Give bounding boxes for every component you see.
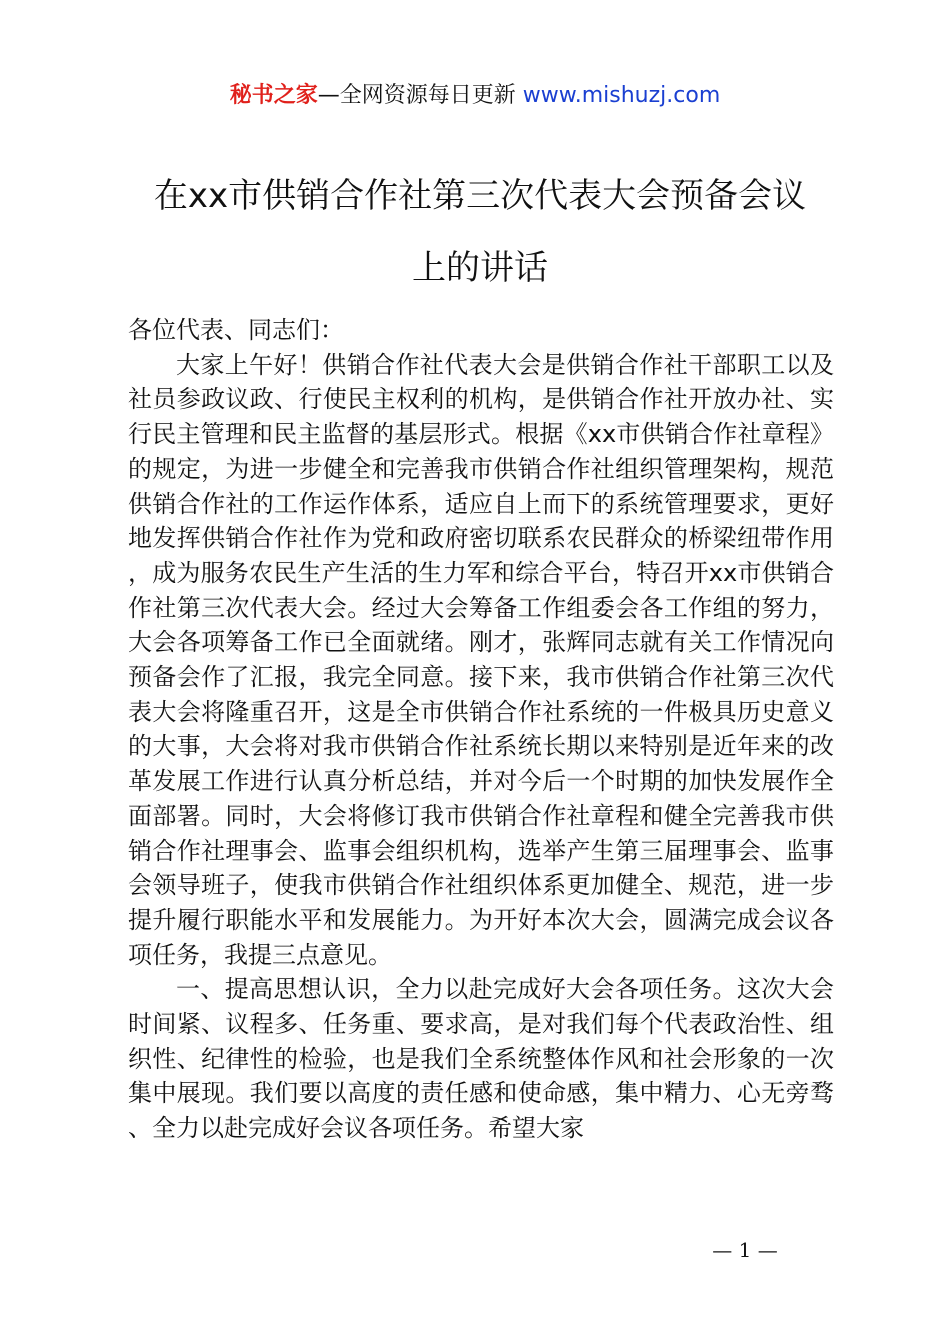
- site-url[interactable]: www.mishuzj.com: [522, 83, 721, 108]
- document-title: [110, 160, 850, 304]
- paragraph-opening: 大家上午好！供销合作社代表大会是供销合作社干部职工以及社员参政议政、行使民主权利的机构，是供销合作社开放办社、实行民主管理和民主监督的基层形式。根据《xx市供销合作社章程》的规定，为进一步健全和完善我市供销合作社组织管理架构，规范供销合作社的工作运作体系，适应自上而下的系统管理要求，更好地发挥供销合作社作为党和政府密切联系农民群众的桥梁纽带作用，成为服务农民生产生活的生力军和综合平台，特召开xx市供销合作社第三次代表大会。经过大会筹备工作组委会各工作组的努力，大会各项筹备工作已全面就绪。刚才，张辉同志就有关工作情况向预备会作了汇报，我完全同意。接下来，我市供销合作社第三次代表大会将隆重召开，这是全市供销合作社系统的一件极具历史意义的大事，大会将对我市供销合作社系统长期以来特别是近年来的改革发展工作进行认真分析总结，并对今后一个时期的加快发展作全面部署。同时，大会将修订我市供销合作社章程和健全完善我市供销合作社理事会、监事会组织机构，选举产生第三届理事会、监事会领导班子，使我市供销合作社组织体系更加健全、规范，进一步提升履行职能水平和发展能力。为开好本次大会，圆满完成会议各项任务，我提三点意见。: [128, 350, 834, 969]
- paragraph-point-one: 一、提高思想认识，全力以赴完成好大会各项任务。这次大会时间紧、议程多、任务重、要求高，是对我们每个代表政治性、组织性、纪律性的检验，也是我们全系统整体作风和社会形象的一次集中展现。我们要以高度的责任感和使命感，集中精力、心无旁骛、全力以赴完成好会议各项任务。希望大家: [128, 975, 834, 1143]
- header-tagline: —全网资源每日更新: [317, 83, 516, 108]
- title-line-1: 在xx市供销合作社第三次代表大会预备会议: [153, 176, 807, 216]
- page-number: — 1 —: [712, 1238, 778, 1262]
- site-header: [0, 80, 950, 112]
- brand-name: 秘书之家: [229, 83, 318, 108]
- salutation: 各位代表、同志们：: [128, 316, 344, 344]
- title-line-2: 上的讲话: [412, 248, 548, 288]
- document-body: [128, 313, 834, 1146]
